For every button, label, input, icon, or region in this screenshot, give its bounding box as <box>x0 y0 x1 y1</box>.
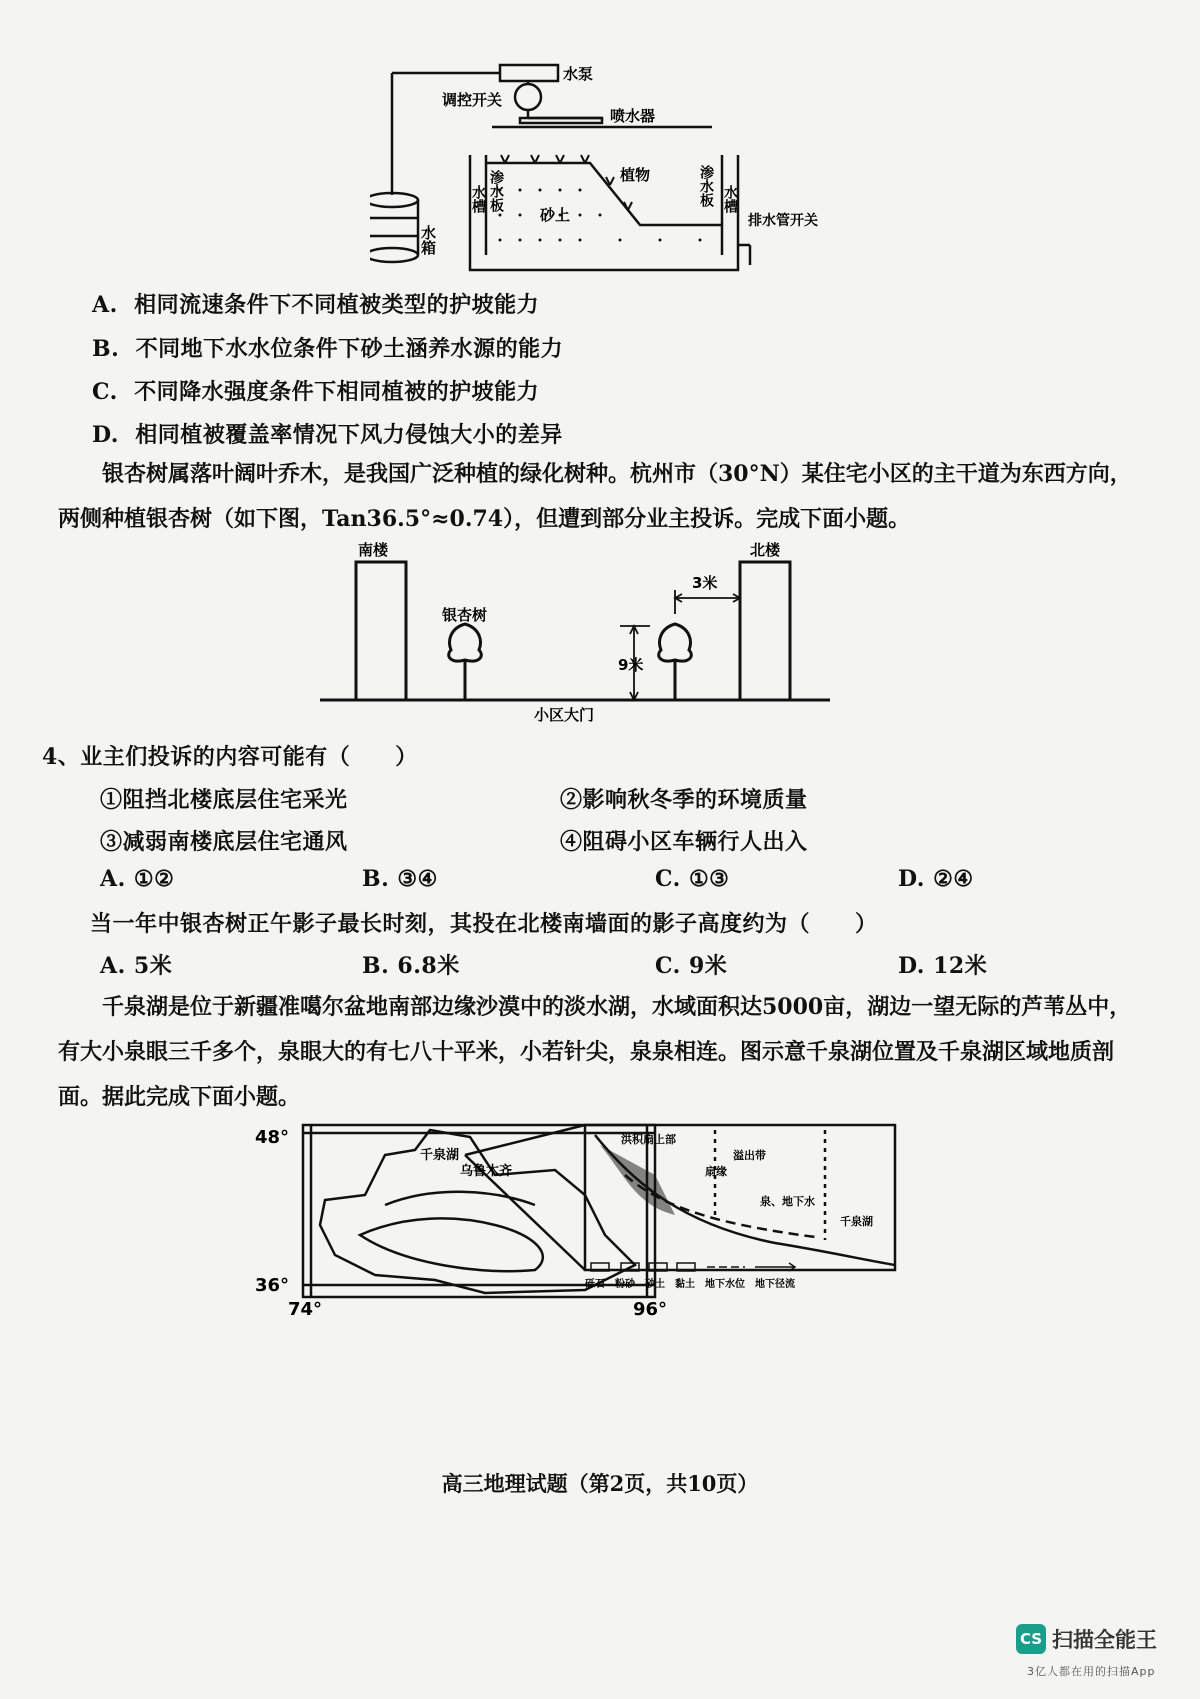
lake-map-figure <box>255 1115 975 1325</box>
legend-1: 砾石 <box>585 1279 605 1290</box>
north-building-label: 北楼 <box>750 541 781 559</box>
q4-item-4: ④阻碍小区车辆行人出入 <box>560 829 808 855</box>
pump-shape <box>500 65 558 81</box>
q5-stem: 当一年中银杏树正午影子最长时刻，其投在北楼南墙面的影子高度约为（ ） <box>90 911 878 937</box>
tree-right-crown <box>659 624 692 661</box>
legend-4: 黏土 <box>675 1279 695 1290</box>
tree-label: 银杏树 <box>442 606 488 624</box>
q5-option-b: B. 6.8米 <box>362 953 460 979</box>
q5-option-d: D. 12米 <box>898 953 988 979</box>
valve-label: 调控开关 <box>442 91 503 109</box>
zone3-label: 扇缘 <box>705 1165 727 1178</box>
q4-option-a: A. ①② <box>100 866 175 892</box>
left-board-label: 渗水板 <box>488 170 504 212</box>
right-board-label: 渗水板 <box>698 165 714 207</box>
left-trough-label: 水槽 <box>470 185 486 213</box>
legend-6: 地下径流 <box>755 1279 795 1290</box>
tree-left-crown <box>449 624 482 661</box>
q4-stem: 4、业主们投诉的内容可能有（ ） <box>42 744 418 770</box>
sprinkler-label: 喷水器 <box>610 107 656 125</box>
height-label: 9米 <box>618 656 644 674</box>
valve-shape <box>515 84 541 110</box>
south-building-label: 南楼 <box>358 541 389 559</box>
building-diagram <box>320 540 840 725</box>
q4-option-d: D. ②④ <box>898 866 974 892</box>
lake-label: 千泉湖 <box>420 1148 460 1163</box>
pump-label: 水泵 <box>563 65 594 83</box>
q5-option-c: C. 9米 <box>655 953 728 979</box>
lon-left: 74° <box>288 1299 323 1320</box>
q4-item-2: ②影响秋冬季的环境质量 <box>560 787 808 813</box>
right-trough-label: 水槽 <box>722 185 738 213</box>
profile-frame <box>585 1125 895 1270</box>
passage-ginkgo: 银杏树属落叶阔叶乔木，是我国广泛种植的绿化树种。杭州市（30°N）某住宅小区的主干道为东西方向，两侧种植银杏树（如下图，Tan36.5°≈0.74），但遭到部分业主投诉。完成下面小题。 <box>58 461 1132 532</box>
zone1-label: 洪积扇上部 <box>621 1133 676 1146</box>
option-d: D. 相同植被覆盖率情况下风力侵蚀大小的差异 <box>92 422 563 448</box>
city-label: 乌鲁木齐 <box>460 1164 513 1179</box>
tank-label: 水箱 <box>419 225 437 255</box>
q5-option-a: A. 5米 <box>100 953 173 979</box>
south-building-shape <box>356 562 406 700</box>
distance-label: 3米 <box>692 574 718 592</box>
plant-label: 植物 <box>620 166 651 184</box>
drain-label: 排水管开关 <box>748 213 818 229</box>
lat-bottom: 36° <box>255 1275 290 1296</box>
xinjiang-outline <box>320 1130 635 1293</box>
q4-option-b: B. ③④ <box>362 866 438 892</box>
camscanner-tagline: 3亿人都在用的扫描App <box>1027 1665 1156 1678</box>
legend-3: 砂土 <box>645 1279 665 1290</box>
page-footer: 高三地理试题（第2页，共10页） <box>441 1471 759 1496</box>
legend-2: 粉砂 <box>615 1279 635 1290</box>
camscanner-name: 扫描全能王 <box>1052 1628 1157 1652</box>
option-b: B. 不同地下水水位条件下砂土涵养水源的能力 <box>92 336 564 362</box>
camscanner-logo-icon: CS <box>1016 1624 1046 1654</box>
zone2-label: 溢出带 <box>733 1149 766 1162</box>
gate-label: 小区大门 <box>534 706 595 724</box>
soil-label: 砂上 <box>540 206 571 224</box>
q4-option-c: C. ①③ <box>655 866 730 892</box>
q4-item-1: ①阻挡北楼底层住宅采光 <box>100 787 348 813</box>
option-c: C. 不同降水强度条件下相同植被的护坡能力 <box>92 379 540 405</box>
passage-lake: 千泉湖是位于新疆准噶尔盆地南部边缘沙漠中的淡水湖，水域面积达5000亩，湖边一望无际的芦苇丛中，有大小泉眼三千多个，泉眼大的有七八十平米，小若针尖，泉泉相连。图示意千泉湖位置及千泉湖区域地质剖面。据此完成下面小题。 <box>58 994 1132 1110</box>
zone5-label: 千泉湖 <box>840 1215 873 1228</box>
lon-right: 96° <box>633 1299 668 1320</box>
legend-5: 地下水位 <box>705 1279 745 1290</box>
zone4-label: 泉、地下水 <box>760 1195 815 1208</box>
q4-item-3: ③减弱南楼底层住宅通风 <box>100 829 348 855</box>
north-building-shape <box>740 562 790 700</box>
experiment-diagram <box>370 55 830 295</box>
lat-top: 48° <box>255 1127 290 1148</box>
option-a: A. 相同流速条件下不同植被类型的护坡能力 <box>92 292 540 318</box>
